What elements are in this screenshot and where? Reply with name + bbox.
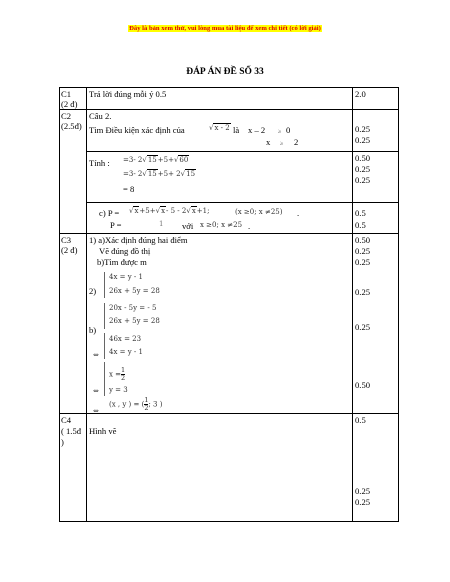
system-brace <box>104 333 105 359</box>
answer-cell-c3 <box>87 234 353 414</box>
sqrt-expression: √x - 2 <box>209 124 230 132</box>
question-label: C1 <box>61 89 72 99</box>
answer-text: Trả lời đúng mỗi ý 0.5 <box>89 89 167 99</box>
compute-line-1: =3- 2√15+5+√60 <box>123 156 189 164</box>
simplify-part: +5+ <box>139 207 156 215</box>
question-points: (2 đ) <box>61 99 78 109</box>
simplify-part: - 5 - 2 <box>166 207 187 215</box>
equivalent-arrow: ⇔ <box>93 387 99 395</box>
fraction-denominator: 2 <box>144 404 149 412</box>
question-label: C3 <box>61 235 72 245</box>
score-cell-c2-condition <box>353 110 399 152</box>
equation: y = 3 <box>109 386 128 394</box>
sub-question-heading: Câu 2. <box>89 111 112 121</box>
sqrt-radicand: 60 <box>179 156 189 164</box>
compute-part: =3- 2 <box>123 170 143 178</box>
compute-part: +5+ <box>157 156 174 164</box>
part-label: b) <box>89 325 97 335</box>
table-row-c3 <box>60 234 399 414</box>
simplify-label: c) P = <box>99 208 120 218</box>
ge-symbol: ≥ <box>280 141 284 147</box>
compute-part: =3- 2 <box>123 156 143 164</box>
answer-cell-c1 <box>87 88 353 110</box>
answer-line: b)Tìm được m <box>97 257 147 267</box>
equivalent-arrow: ⇔ <box>93 407 99 415</box>
result-label: P = <box>110 220 122 230</box>
score-value: 0.50 <box>355 153 371 163</box>
question-points-end: ) <box>61 437 64 447</box>
score-cell-c2-compute <box>353 152 399 203</box>
answer-cell-c4 <box>87 414 353 522</box>
equation: 26x + 5y = 28 <box>109 287 160 295</box>
answer-cell-c2-simplify <box>87 203 353 234</box>
solution-part: ; 3 ) <box>148 400 163 409</box>
system-brace <box>104 362 105 396</box>
score-value: 0.25 <box>355 287 371 297</box>
part-label: 2) <box>89 286 97 296</box>
table-row-c2-b <box>60 152 399 203</box>
condition-text: Tìm Điều kiện xác định của <box>89 125 185 135</box>
preview-banner-text: Đây là bản xem thử, vui lòng mua tài liệu để xem chi tiết (có lời giải) <box>129 25 321 32</box>
score-cell-c2-simplify <box>353 203 399 234</box>
score-value: 0.25 <box>355 497 371 507</box>
score-value: 0.50 <box>355 380 371 390</box>
sqrt-radicand: x <box>134 207 139 215</box>
equation: 26x + 5y = 28 <box>109 317 160 325</box>
question-cell-c4 <box>60 414 87 522</box>
simplify-expression: √x+5+√x- 5 - 2√x+1; <box>129 207 210 215</box>
compute-label: Tính : <box>89 158 110 168</box>
equation: 20x - 5y = - 5 <box>109 304 157 312</box>
result-with: với <box>182 221 194 231</box>
condition-expression: x – 2 <box>248 125 266 135</box>
fraction-numerator: 1 <box>121 366 126 374</box>
score-value: 0.5 <box>355 220 366 230</box>
condition-two: 2 <box>294 137 299 147</box>
score-value: 0.25 <box>355 257 371 267</box>
sqrt-radicand: 15 <box>147 156 157 164</box>
solution <box>109 397 162 412</box>
question-cell-c3 <box>60 234 87 414</box>
sqrt-radicand: 15 <box>147 170 157 178</box>
question-points: ( 1.5đ <box>61 426 82 436</box>
ge-symbol: ≥ <box>278 129 282 135</box>
score-value: 0.5 <box>355 208 366 218</box>
answer-cell-c2-condition <box>87 110 353 152</box>
score-value: 2.0 <box>355 89 366 99</box>
score-value: 0.25 <box>355 124 371 134</box>
answer-line: Vẽ đúng đồ thị <box>99 246 151 256</box>
score-value: 0.25 <box>355 175 371 185</box>
sqrt-radicand: x - 2 <box>214 124 230 132</box>
score-value: 0.25 <box>355 135 371 145</box>
question-cell-c2 <box>60 110 87 234</box>
condition-x: x <box>266 137 271 147</box>
fraction-denominator: 2 <box>121 374 126 382</box>
score-cell-c1 <box>353 88 399 110</box>
system-brace <box>104 272 105 298</box>
result-value: 1 <box>159 220 164 228</box>
answer-line: 1) a)Xác định đúng hai điểm <box>89 235 188 245</box>
score-cell-c3 <box>353 234 399 414</box>
condition-zero: 0 <box>286 125 291 135</box>
solution-part: (x , y ) = ( <box>109 400 145 409</box>
compute-result: = 8 <box>123 184 135 194</box>
score-value: 0.25 <box>355 486 371 496</box>
sqrt-radicand: 15 <box>186 170 196 178</box>
compute-part: +5+ 2 <box>157 170 181 178</box>
equation <box>109 367 125 382</box>
score-value: 0.25 <box>355 322 371 332</box>
answer-cell-c2-compute <box>87 152 353 203</box>
sqrt-radicand: x <box>191 207 196 215</box>
result-condition: x ≥0; x ≠25 <box>200 221 243 229</box>
simplify-part: +1; <box>196 207 210 215</box>
equation: 4x = y - 1 <box>109 273 143 281</box>
question-points: (2 đ) <box>61 245 78 255</box>
system-brace <box>104 303 105 329</box>
sqrt-radicand: x <box>161 207 166 215</box>
preview-banner <box>0 25 450 32</box>
question-label: C4 <box>61 415 72 425</box>
condition-is: là <box>233 125 240 135</box>
score-value: 0.25 <box>355 246 371 256</box>
simplify-dot: . <box>297 208 300 218</box>
score-value: 0.5 <box>355 415 366 425</box>
simplify-condition: (x ≥0; x ≠25) <box>235 208 283 216</box>
table-row-c1 <box>60 88 399 110</box>
question-points: (2.5đ) <box>61 121 82 131</box>
compute-line-2: =3- 2√15+5+ 2√15 <box>123 170 196 178</box>
question-label: C2 <box>61 111 72 121</box>
table-row-c2-c <box>60 203 399 234</box>
question-cell-c1 <box>60 88 87 110</box>
answer-text: Hình vẽ <box>89 426 117 436</box>
answer-table <box>59 87 399 522</box>
equation-part: x = <box>109 370 122 379</box>
fraction-numerator: 1 <box>144 396 149 404</box>
score-value: 0.50 <box>355 235 371 245</box>
result-dot: . <box>248 221 251 231</box>
equivalent-arrow: ⇔ <box>93 351 99 359</box>
score-cell-c4 <box>353 414 399 522</box>
table-row-c4 <box>60 414 399 522</box>
score-value: 0.25 <box>355 164 371 174</box>
fraction <box>121 367 125 382</box>
equation: 4x = y - 1 <box>109 348 143 356</box>
equation: 46x = 23 <box>109 335 142 343</box>
table-row-c2-a <box>60 110 399 152</box>
page-title: ĐÁP ÁN ĐỀ SỐ 33 <box>186 67 264 77</box>
